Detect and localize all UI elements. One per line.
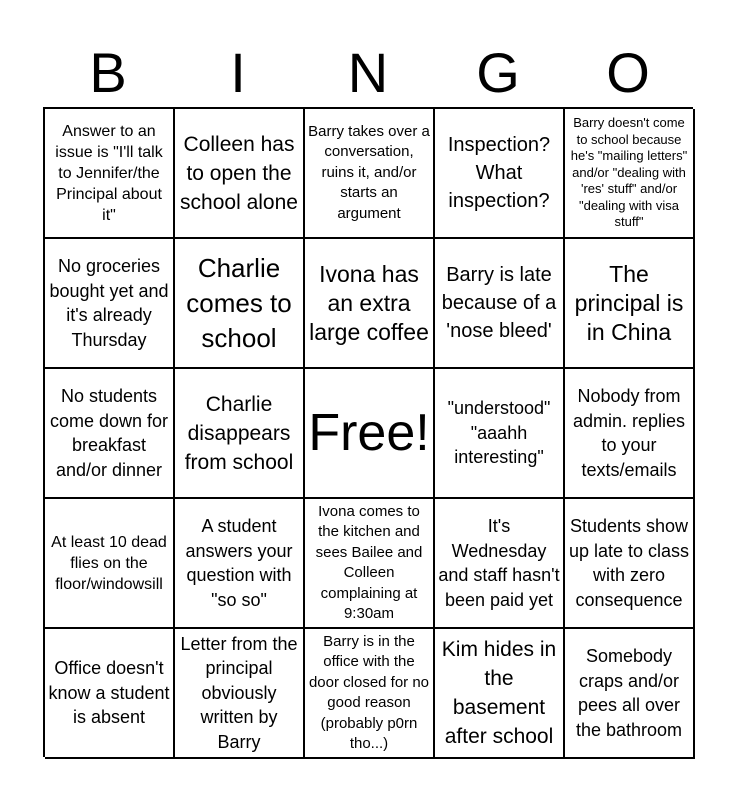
- bingo-cell[interactable]: Kim hides in the basement after school: [435, 629, 565, 759]
- bingo-cell[interactable]: Barry doesn't come to school because he's "mailing letters" and/or "dealing with 'res' stuff" and/or "dealing with visa stuff": [565, 109, 695, 239]
- bingo-cell[interactable]: Ivona comes to the kitchen and sees Bailee and Colleen complaining at 9:30am: [305, 499, 435, 629]
- bingo-cell[interactable]: Barry is late because of a 'nose bleed': [435, 239, 565, 369]
- bingo-cell[interactable]: Colleen has to open the school alone: [175, 109, 305, 239]
- header-letter-o: O: [606, 41, 650, 104]
- bingo-cell[interactable]: Barry is in the office with the door closed for no good reason (probably p0rn tho...): [305, 629, 435, 759]
- bingo-cell[interactable]: Students show up late to class with zero consequence: [565, 499, 695, 629]
- bingo-cell[interactable]: Answer to an issue is "I'll talk to Jennifer/the Principal about it": [45, 109, 175, 239]
- free-space[interactable]: Free!: [305, 369, 435, 499]
- bingo-cell[interactable]: Ivona has an extra large coffee: [305, 239, 435, 369]
- bingo-grid: [43, 107, 693, 757]
- bingo-cell[interactable]: It's Wednesday and staff hasn't been paid yet: [435, 499, 565, 629]
- bingo-cell[interactable]: Inspection? What inspection?: [435, 109, 565, 239]
- bingo-cell[interactable]: At least 10 dead flies on the floor/windowsill: [45, 499, 175, 629]
- bingo-cell[interactable]: Charlie disappears from school: [175, 369, 305, 499]
- bingo-cell[interactable]: No groceries bought yet and it's already Thursday: [45, 239, 175, 369]
- bingo-cell[interactable]: Barry takes over a conversation, ruins it, and/or starts an argument: [305, 109, 435, 239]
- bingo-cell[interactable]: Nobody from admin. replies to your texts/emails: [565, 369, 695, 499]
- bingo-cell[interactable]: Charlie comes to school: [175, 239, 305, 369]
- bingo-cell[interactable]: Office doesn't know a student is absent: [45, 629, 175, 759]
- header-letter-b: B: [89, 41, 127, 104]
- bingo-cell[interactable]: The principal is in China: [565, 239, 695, 369]
- bingo-cell[interactable]: Letter from the principal obviously written by Barry: [175, 629, 305, 759]
- bingo-cell[interactable]: Somebody craps and/or pees all over the bathroom: [565, 629, 695, 759]
- header-letter-n: N: [347, 41, 389, 104]
- header-letter-i: I: [230, 41, 246, 104]
- bingo-cell[interactable]: "understood" "aaahh interesting": [435, 369, 565, 499]
- bingo-header: [43, 40, 693, 106]
- bingo-cell[interactable]: A student answers your question with "so so": [175, 499, 305, 629]
- header-letter-g: G: [476, 41, 520, 104]
- bingo-cell[interactable]: No students come down for breakfast and/or dinner: [45, 369, 175, 499]
